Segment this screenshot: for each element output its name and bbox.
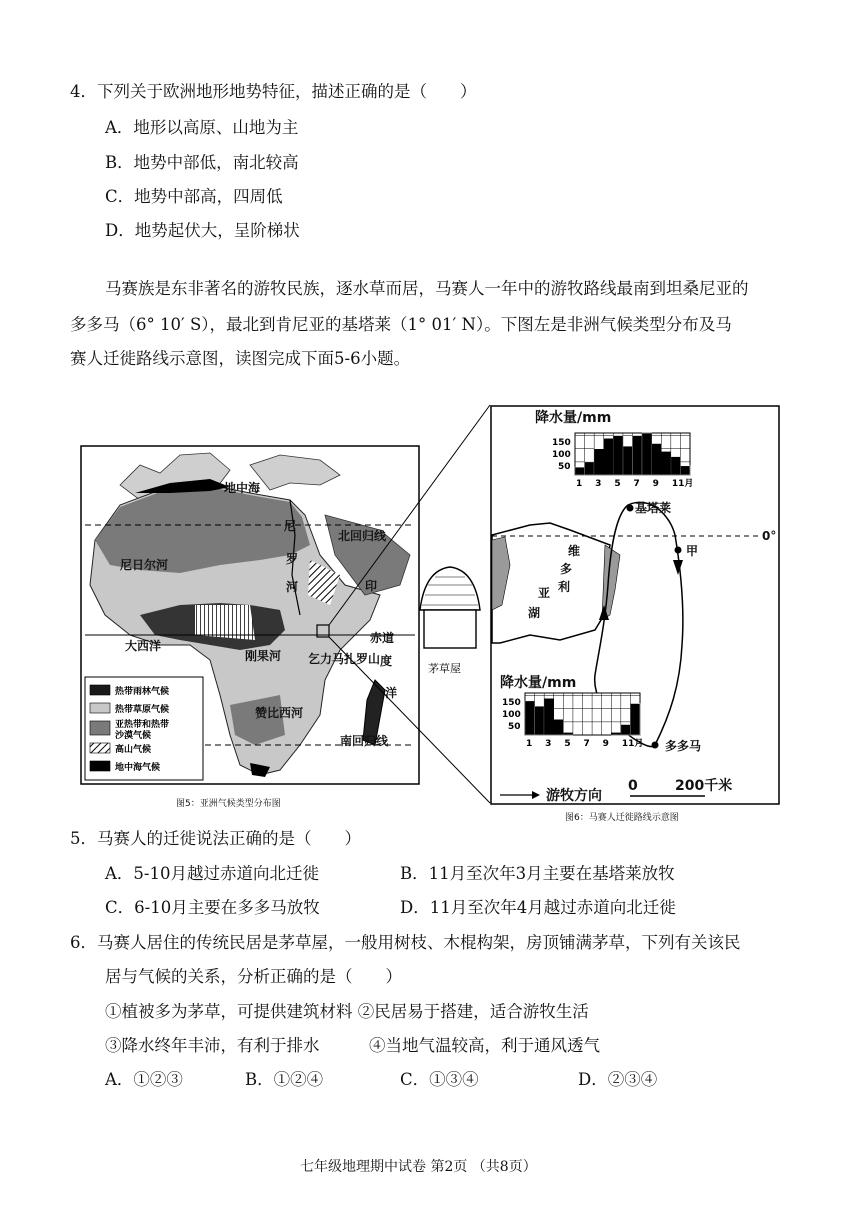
q6-statements-1: ①植被多为茅草，可提供建筑材料 ②民居易于搭建，适合游牧生活 [105, 1002, 589, 1021]
dodoma-y-100: 100 [502, 710, 521, 720]
q4-option-b: B．地势中部低，南北较高 [105, 153, 299, 172]
jia-label: 甲 [686, 544, 699, 558]
equator-label: 0° [762, 529, 777, 543]
fig6-caption: 图6：马赛人迁徙路线示意图 [565, 813, 679, 823]
dodoma-chart-title: 降水量/mm [500, 675, 577, 691]
legend-desert-line-1: 亚热带和热带 [115, 720, 170, 730]
label-tropic-south: 南回归线 [340, 734, 389, 748]
legend-desert-line-2: 沙漠气候 [115, 731, 152, 741]
label-indian-1: 印 [365, 579, 378, 593]
passage-line-2: 多多马（6° 10′ S），最北到肯尼亚的基塔莱（1° 01′ N）。下图左是非洲气候类型分布及马 [70, 315, 732, 334]
dodoma-y-50: 50 [508, 722, 521, 732]
kitale-y-150: 150 [552, 438, 571, 448]
month-tick-9: 9 [602, 739, 609, 749]
precip-bar-12 [680, 466, 690, 475]
lake-char-5: 湖 [528, 606, 541, 620]
label-niger-river: 尼日尔河 [120, 558, 169, 572]
label-tropic-north: 北回归线 [338, 529, 387, 543]
q6-option-c: C．①③④ [400, 1070, 479, 1089]
precip-bar-10 [611, 732, 621, 735]
month-tick-3: 3 [545, 739, 552, 749]
precip-bar-12 [630, 704, 640, 736]
jia-point [675, 547, 682, 554]
label-nile-1: 尼 [284, 519, 297, 533]
precip-bar-7 [633, 436, 643, 475]
label-kilimanjaro: 乞力马扎罗山 [308, 652, 381, 666]
precip-bar-9 [652, 444, 662, 476]
direction-legend-label: 游牧方向 [546, 788, 602, 804]
q5-option-a: A．5-10月越过赤道向北迁徙 [105, 864, 319, 883]
lake-char-4: 亚 [538, 586, 551, 600]
lake-char-1: 维 [568, 544, 581, 558]
precip-bar-11 [621, 725, 631, 736]
month-tick-7: 7 [583, 739, 590, 749]
q6-stem-line-1: 6．马赛人居住的传统民居是茅草屋，一般用树枝、木棍构架，房顶铺满茅草，下列有关该民 [70, 933, 741, 952]
precip-bar-4 [604, 438, 614, 475]
q4-option-d: D．地势起伏大，呈阶梯状 [105, 221, 300, 240]
month-tick-3: 3 [595, 479, 602, 489]
precip-bar-3 [594, 449, 604, 475]
q6-option-b: B．①②④ [245, 1070, 324, 1089]
kitale-point [627, 505, 634, 512]
q4-option-c: C．地势中部高，四周低 [105, 187, 283, 206]
q5-option-b: B．11月至次年3月主要在基塔莱放牧 [400, 864, 675, 883]
hut-body [424, 610, 476, 648]
scale-zero: 0 [628, 778, 638, 794]
precip-bar-3 [544, 698, 554, 735]
month-tick-9: 9 [652, 479, 659, 489]
label-mediterranean: 地中海 [224, 481, 261, 495]
precip-bar-6 [623, 446, 633, 475]
precip-bar-8 [642, 433, 652, 475]
legend-rainforest: 热带雨林气候 [115, 687, 170, 697]
precip-bar-4 [554, 719, 564, 735]
lake-victoria-shore [492, 523, 610, 643]
dodoma-y-150: 150 [502, 698, 521, 708]
dodoma-bars [525, 693, 640, 735]
q6-option-d: D．②③④ [578, 1070, 658, 1089]
legend-mediterranean: 地中海气候 [115, 763, 161, 773]
fig5-caption: 图5：亚洲气候类型分布图 [176, 799, 281, 809]
month-tick-1: 1 [576, 479, 583, 489]
q5-stem: 5．马赛人的迁徙说法正确的是（ ） [70, 829, 361, 848]
legend-savanna: 热带草原气候 [115, 705, 170, 715]
fig6-migration-map [490, 405, 780, 805]
q5-option-d: D．11月至次年4月越过赤道向北迁徙 [400, 898, 676, 917]
label-zambezi: 赞比西河 [255, 706, 304, 720]
q5-option-c: C．6-10月主要在多多马放牧 [105, 898, 320, 917]
month-tick-5: 5 [614, 479, 621, 489]
q6-statements-2: ③降水终年丰沛，有利于排水 ④当地气温较高，利于通风透气 [105, 1036, 600, 1055]
label-nile-3: 河 [286, 580, 299, 594]
q4-option-a: A．地形以高原、山地为主 [105, 118, 299, 137]
precip-bar-1 [575, 467, 585, 475]
label-equator: 赤道 [370, 631, 395, 645]
kitale-y-100: 100 [552, 450, 571, 460]
month-tick-1: 1 [526, 739, 533, 749]
precip-bar-2 [585, 462, 595, 475]
month-tick-11月: 11月 [671, 479, 694, 489]
month-tick-5: 5 [564, 739, 571, 749]
passage-line-3: 赛人迁徙路线示意图，读图完成下面5-6小题。 [70, 349, 411, 368]
label-indian-3: 洋 [385, 686, 398, 700]
kitale-chart-title: 降水量/mm [535, 410, 612, 426]
precip-bar-5 [613, 436, 623, 475]
label-congo-river: 刚果河 [245, 649, 282, 663]
dodoma-point [652, 742, 659, 749]
dodoma-label: 多多马 [665, 739, 702, 753]
hut-roof [420, 567, 480, 610]
precip-bar-5 [563, 732, 573, 735]
q6-stem-line-2: 居与气候的关系，分析正确的是（ ） [105, 967, 402, 986]
precip-bar-11 [671, 457, 681, 475]
hut-illustration [410, 565, 490, 685]
lake-char-3: 利 [558, 580, 571, 594]
precip-bar-10 [661, 451, 671, 475]
kitale-y-50: 50 [558, 462, 571, 472]
month-tick-11月: 11月 [621, 739, 644, 749]
q4-stem: 4．下列关于欧洲地形地势特征，描述正确的是（ ） [70, 82, 477, 101]
hut-label: 茅草屋 [428, 662, 461, 675]
page-footer: 七年级地理期中试卷 第2页 （共8页） [300, 1159, 537, 1175]
precip-bar-1 [525, 701, 535, 735]
precip-bar-2 [535, 706, 545, 735]
passage-line-1: 马赛族是东非著名的游牧民族，逐水草而居，马赛人一年中的游牧路线最南到坦桑尼亚的 [105, 279, 749, 298]
lake-char-2: 多 [560, 562, 573, 576]
label-indian-2: 度 [380, 654, 393, 668]
q6-option-a: A．①②③ [105, 1070, 183, 1089]
kitale-bars [575, 433, 690, 475]
month-tick-7: 7 [633, 479, 640, 489]
legend-highland: 高山气候 [115, 745, 152, 755]
kitale-label: 基塔莱 [635, 501, 672, 515]
label-nile-2: 罗 [286, 552, 299, 566]
label-atlantic: 大西洋 [125, 639, 162, 653]
scale-value: 200千米 [675, 778, 733, 794]
